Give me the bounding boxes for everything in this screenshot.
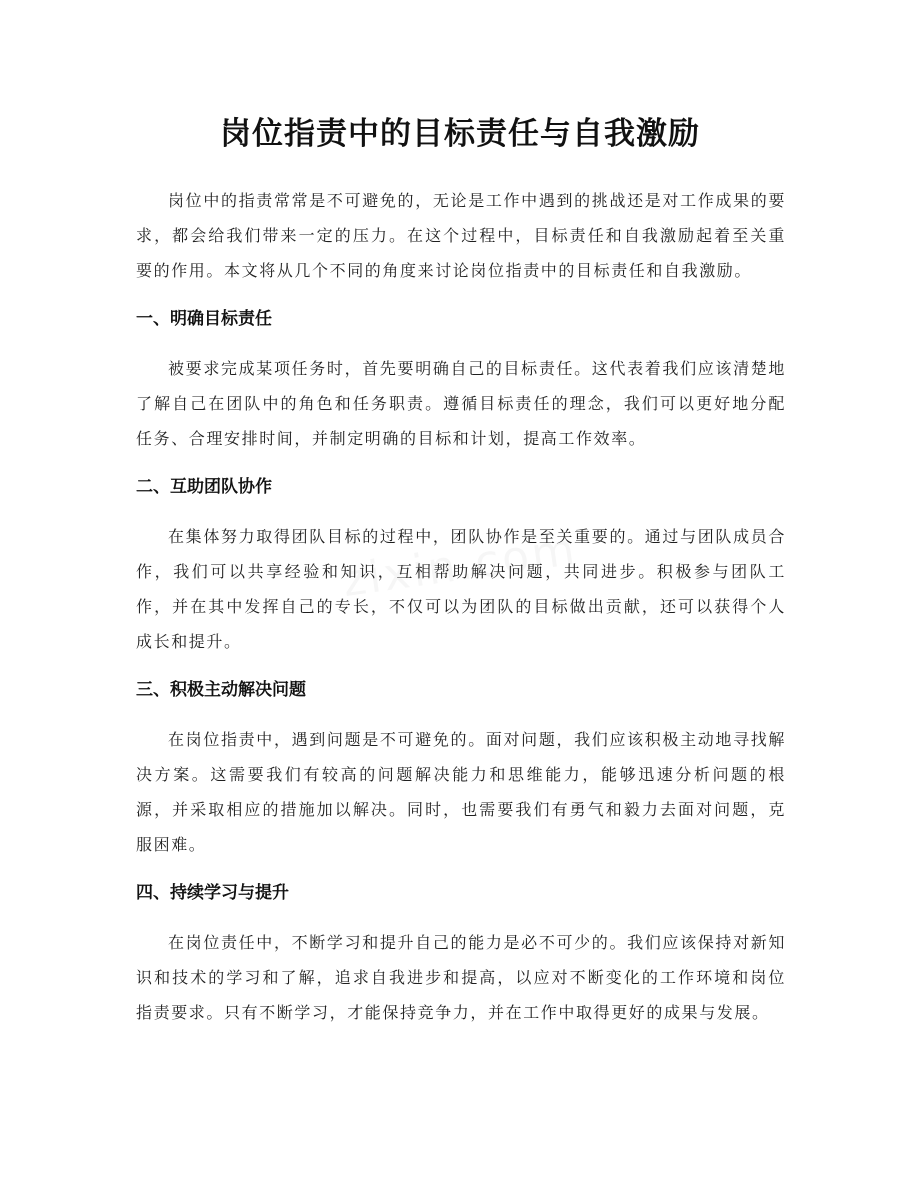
- section-paragraph-2: 在集体努力取得团队目标的过程中，团队协作是至关重要的。通过与团队成员合作，我们可以共享经验和知识，互相帮助解决问题，共同进步。积极参与团队工作，并在其中发挥自己的专长，不仅可以为团队的目标做出贡献，还可以获得个人成长和提升。: [136, 527, 786, 651]
- section-heading-3: 三、积极主动解决问题: [136, 680, 306, 700]
- section-heading-4: 四、持续学习与提升: [136, 883, 289, 903]
- section-heading-2: 二、互助团队协作: [136, 477, 272, 497]
- intro-paragraph: 岗位中的指责常常是不可避免的，无论是工作中遇到的挑战还是对工作成果的要求，都会给我们带来一定的压力。在这个过程中，目标责任和自我激励起着至关重要的作用。本文将从几个不同的角度来讨论岗位指责中的目标责任和自我激励。: [136, 191, 786, 280]
- document-body: [136, 183, 786, 1030]
- document-title: 岗位指责中的目标责任与自我激励: [220, 116, 700, 152]
- section-heading-1: 一、明确目标责任: [136, 309, 272, 329]
- section-paragraph-1: 被要求完成某项任务时，首先要明确自己的目标责任。这代表着我们应该清楚地了解自己在团队中的角色和任务职责。遵循目标责任的理念，我们可以更好地分配任务、合理安排时间，并制定明确的目标和计划，提高工作效率。: [136, 359, 786, 448]
- section-paragraph-3: 在岗位指责中，遇到问题是不可避免的。面对问题，我们应该积极主动地寻找解决方案。这需要我们有较高的问题解决能力和思维能力，能够迅速分析问题的根源，并采取相应的措施加以解决。同时，也需要我们有勇气和毅力去面对问题，克服困难。: [136, 730, 786, 854]
- section-paragraph-4: 在岗位责任中，不断学习和提升自己的能力是必不可少的。我们应该保持对新知识和技术的学习和了解，追求自我进步和提高，以应对不断变化的工作环境和岗位指责要求。只有不断学习，才能保持竞争力，并在工作中取得更好的成果与发展。: [136, 933, 786, 1022]
